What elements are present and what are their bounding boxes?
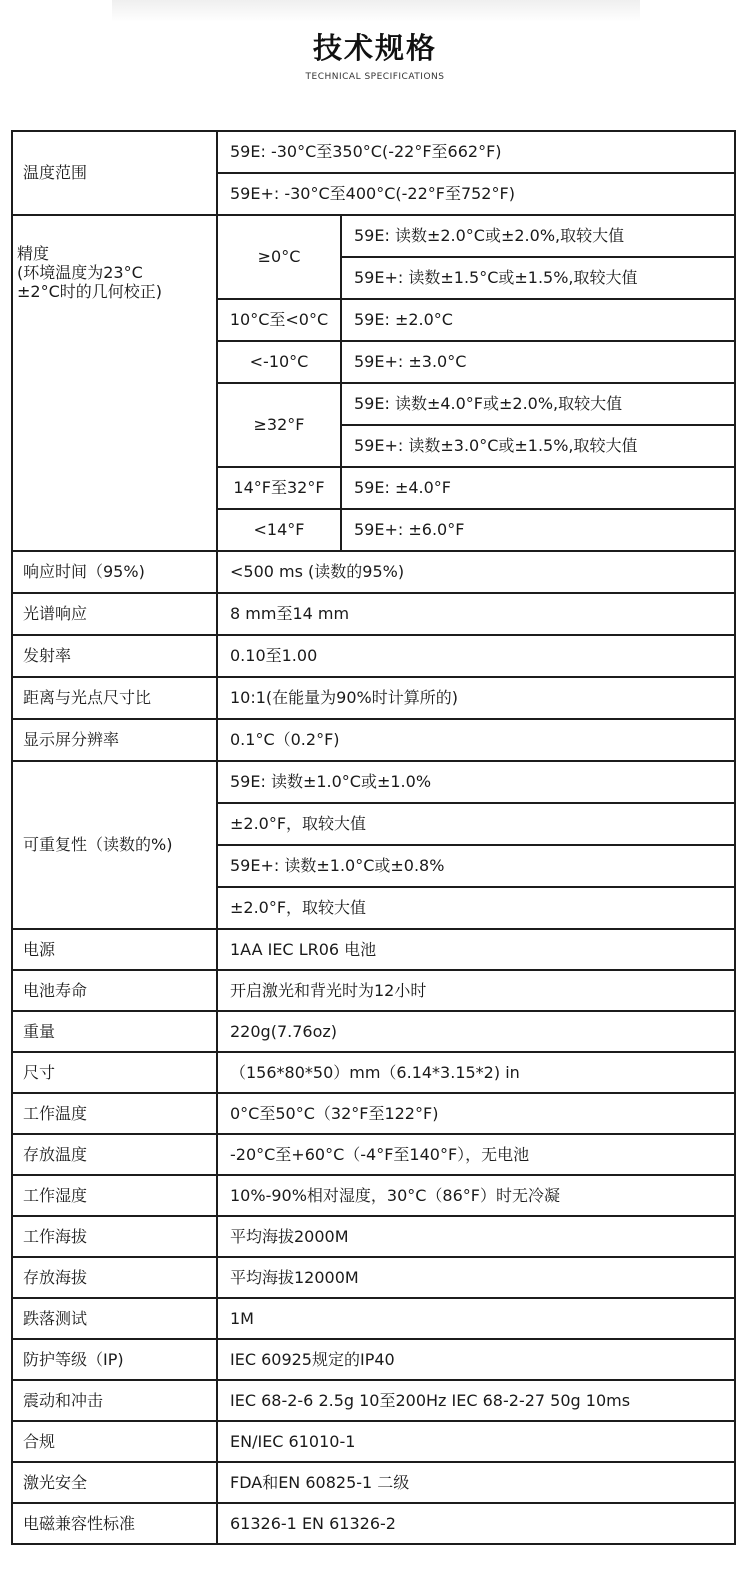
spec-label: 工作湿度 [12,1175,217,1216]
spec-label: 震动和冲击 [12,1380,217,1421]
spec-label: 跌落测试 [12,1298,217,1339]
spec-label: 电源 [12,929,217,970]
spec-label: 发射率 [12,635,217,677]
page-subtitle: TECHNICAL SPECIFICATIONS [305,72,445,82]
accuracy-condition: <14°F [217,509,341,551]
top-banner-strip [112,0,640,22]
spec-value: 59E: -30°C至350°C(-22°F至662°F) [217,131,735,173]
accuracy-value: 59E+: ±6.0°F [341,509,735,551]
accuracy-label-line: (环境温度为23°C [17,263,143,283]
spec-value: 8 mm至14 mm [217,593,735,635]
table-row [12,1175,735,1216]
spec-value: 10:1(在能量为90%时计算所的) [217,677,735,719]
spec-value: 0.1°C（0.2°F) [217,719,735,761]
accuracy-label-line: 精度 [17,244,50,263]
spec-label: 电池寿命 [12,970,217,1011]
spec-value: 1M [217,1298,735,1339]
table-row [12,1339,735,1380]
spec-label: 存放温度 [12,1134,217,1175]
table-row [12,1052,735,1093]
accuracy-value: 59E: 读数±4.0°F或±2.0%,取较大值 [341,383,735,425]
spec-value: -20°C至+60°C（-4°F至140°F），无电池 [217,1134,735,1175]
spec-label: 温度范围 [12,131,217,215]
accuracy-value: 59E: ±4.0°F [341,467,735,509]
table-row [12,593,735,635]
spec-value: <500 ms (读数的95%) [217,551,735,593]
spec-label: 激光安全 [12,1462,217,1503]
spec-label: 重量 [12,1011,217,1052]
table-row [12,1462,735,1503]
spec-value: 0.10至1.00 [217,635,735,677]
spec-value: 10%-90%相对湿度，30°C（86°F）时无冷凝 [217,1175,735,1216]
accuracy-label [12,215,217,551]
spec-value: 59E: 读数±1.0°C或±1.0% [217,761,735,803]
table-row [12,131,735,173]
spec-value: 1AA IEC LR06 电池 [217,929,735,970]
table-row [12,1298,735,1339]
table-row [12,1093,735,1134]
spec-label: 可重复性（读数的%) [12,761,217,929]
spec-value: 59E+: 读数±1.0°C或±0.8% [217,845,735,887]
table-row [12,929,735,970]
spec-label: 工作海拔 [12,1216,217,1257]
spec-label: 响应时间（95%) [12,551,217,593]
spec-value: ±2.0°F，取较大值 [217,887,735,929]
table-row [12,1503,735,1544]
spec-value: 开启激光和背光时为12小时 [217,970,735,1011]
spec-label: 工作温度 [12,1093,217,1134]
table-row [12,761,735,803]
spec-label: 显示屏分辨率 [12,719,217,761]
spec-value: （156*80*50）mm（6.14*3.15*2) in [217,1052,735,1093]
table-row [12,215,735,257]
spec-value: ±2.0°F，取较大值 [217,803,735,845]
spec-value: EN/IEC 61010-1 [217,1421,735,1462]
table-row [12,635,735,677]
spec-value: 0°C至50°C（32°F至122°F) [217,1093,735,1134]
table-row [12,677,735,719]
spec-value: 220g(7.76oz) [217,1011,735,1052]
page-title: 技术规格 [312,31,437,65]
accuracy-condition: <-10°C [217,341,341,383]
spec-label: 光谱响应 [12,593,217,635]
spec-label: 电磁兼容性标准 [12,1503,217,1544]
spec-value: 平均海拔2000M [217,1216,735,1257]
spec-value: IEC 60925规定的IP40 [217,1339,735,1380]
spec-value: 59E+: -30°C至400°C(-22°F至752°F) [217,173,735,215]
table-row [12,970,735,1011]
accuracy-condition: 10°C至<0°C [217,299,341,341]
spec-label: 尺寸 [12,1052,217,1093]
accuracy-value: 59E+: 读数±1.5°C或±1.5%,取较大值 [341,257,735,299]
table-row [12,1421,735,1462]
spec-label: 防护等级（IP) [12,1339,217,1380]
accuracy-label-line: ±2°C时的几何校正) [17,282,163,302]
table-row [12,1380,735,1421]
accuracy-condition: ≥0°C [217,215,341,299]
table-row [12,1257,735,1298]
accuracy-condition: ≥32°F [217,383,341,467]
accuracy-value: 59E+: ±3.0°C [341,341,735,383]
table-row [12,551,735,593]
table-row [12,1011,735,1052]
spec-value: 61326-1 EN 61326-2 [217,1503,735,1544]
spec-label: 距离与光点尺寸比 [12,677,217,719]
table-row [12,719,735,761]
accuracy-value: 59E+: 读数±3.0°C或±1.5%,取较大值 [341,425,735,467]
spec-label: 存放海拔 [12,1257,217,1298]
table-row [12,1134,735,1175]
spec-value: FDA和EN 60825-1 二级 [217,1462,735,1503]
accuracy-condition: 14°F至32°F [217,467,341,509]
spec-value: IEC 68-2-6 2.5g 10至200Hz IEC 68-2-27 50g 10ms [217,1380,735,1421]
spec-label: 合规 [12,1421,217,1462]
spec-value: 平均海拔12000M [217,1257,735,1298]
table-row [12,1216,735,1257]
accuracy-value: 59E: 读数±2.0°C或±2.0%,取较大值 [341,215,735,257]
spec-table [11,130,736,1545]
accuracy-value: 59E: ±2.0°C [341,299,735,341]
